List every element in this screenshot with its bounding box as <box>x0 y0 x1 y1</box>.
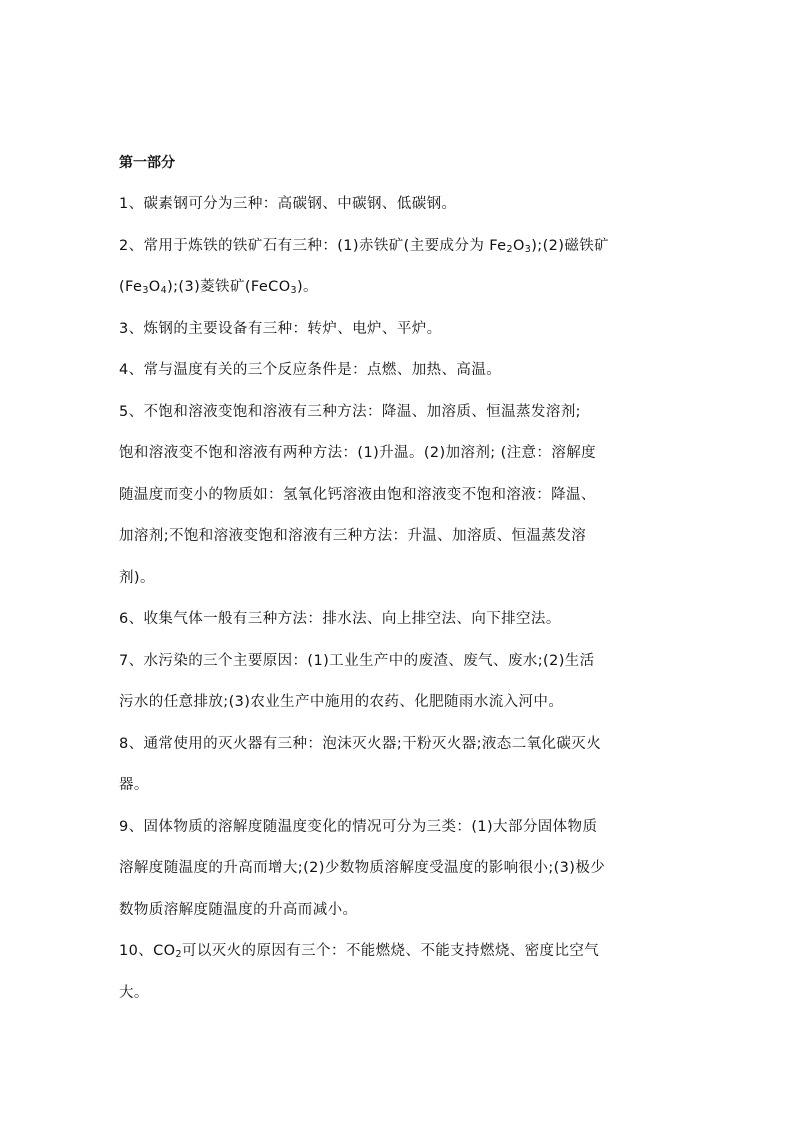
item-6-line-1: 6、收集气体一般有三种方法：排水法、向上排空法、向下排空法。 <box>119 611 561 627</box>
item-2-text-b3: );(3)菱铁矿(FeCO <box>167 279 291 295</box>
item-9 <box>119 807 679 932</box>
item-4-line-1: 4、常与温度有关的三个反应条件是：点燃、加热、高温。 <box>119 362 502 378</box>
item-9-line-2: 溶解度随温度的升高而增大;(2)少数物质溶解度受温度的影响很小;(3)极少 <box>119 860 606 876</box>
item-2-line-2 <box>119 267 679 309</box>
item-1-line-1: 1、碳素钢可分为三种：高碳钢、中碳钢、低碳钢。 <box>119 196 457 212</box>
item-2-text-a3: );(2)磁铁矿 <box>531 237 610 254</box>
item-6 <box>119 599 679 641</box>
item-2-sub-3: 3 <box>142 285 149 296</box>
item-10-line-1 <box>119 931 679 973</box>
item-5-line-2: 饱和溶液变不饱和溶液有两种方法：(1)升温。(2)加溶剂; (注意：溶解度 <box>119 445 597 461</box>
item-10 <box>119 931 679 1014</box>
item-2-sub-1: 2 <box>506 243 513 255</box>
item-2-sub-4: 4 <box>160 285 168 296</box>
item-5 <box>119 392 679 600</box>
item-2-sub-2: 3 <box>524 243 532 255</box>
item-5-line-1: 5、不饱和溶液变饱和溶液有三种方法：降温、加溶质、恒温蒸发溶剂; <box>119 403 581 420</box>
item-2-line-1 <box>119 226 679 268</box>
item-3 <box>119 309 679 351</box>
item-9-line-3: 数物质溶解度随温度的升高而减小。 <box>119 901 358 918</box>
section-heading: 第一部分 <box>119 155 175 171</box>
item-7-line-2: 污水的任意排放;(3)农业生产中施用的农药、化肥随雨水流入河中。 <box>119 694 564 710</box>
item-5-line-4: 加溶剂;不饱和溶液变饱和溶液有三种方法：升温、加溶质、恒温蒸发溶 <box>119 528 587 544</box>
document-body <box>119 142 679 1014</box>
item-2-sub-5: 3 <box>290 285 297 296</box>
item-5-line-3: 随温度而变小的物质如：氢氧化钙溶液由饱和溶液变不饱和溶液：降温、 <box>119 486 596 503</box>
item-2 <box>119 226 679 309</box>
item-5-line-5: 剂)。 <box>119 569 155 586</box>
item-10-line-2: 大。 <box>119 984 149 1001</box>
item-10-text-a: 10、CO <box>119 943 176 959</box>
item-8-line-2: 器。 <box>119 777 149 793</box>
item-4 <box>119 350 679 392</box>
item-2-text-b2: O <box>148 279 161 295</box>
item-7-line-1: 7、水污染的三个主要原因：(1)工业生产中的废渣、废气、废水;(2)生活 <box>119 652 595 669</box>
item-10-text-a2: 可以灭火的原因有三个：不能燃烧、不能支持燃烧、密度比空气 <box>181 943 600 959</box>
item-2-text-b: (Fe <box>119 279 143 295</box>
item-2-text-a: 2、常用于炼铁的铁矿石有三种：(1)赤铁矿(主要成分为 Fe <box>119 237 507 254</box>
item-9-line-1: 9、固体物质的溶解度随温度变化的情况可分为三类：(1)大部分固体物质 <box>119 818 598 835</box>
item-1 <box>119 184 679 226</box>
item-3-line-1: 3、炼钢的主要设备有三种：转炉、电炉、平炉。 <box>119 320 442 337</box>
item-8-line-1: 8、通常使用的灭火器有三种：泡沫灭火器;干粉灭火器;液态二氧化碳灭火 <box>119 735 602 752</box>
item-7 <box>119 641 679 724</box>
item-8 <box>119 724 679 807</box>
item-2-text-b4: )。 <box>296 279 318 295</box>
item-2-text-a2: O <box>512 237 525 254</box>
item-10-sub: 2 <box>175 949 182 960</box>
